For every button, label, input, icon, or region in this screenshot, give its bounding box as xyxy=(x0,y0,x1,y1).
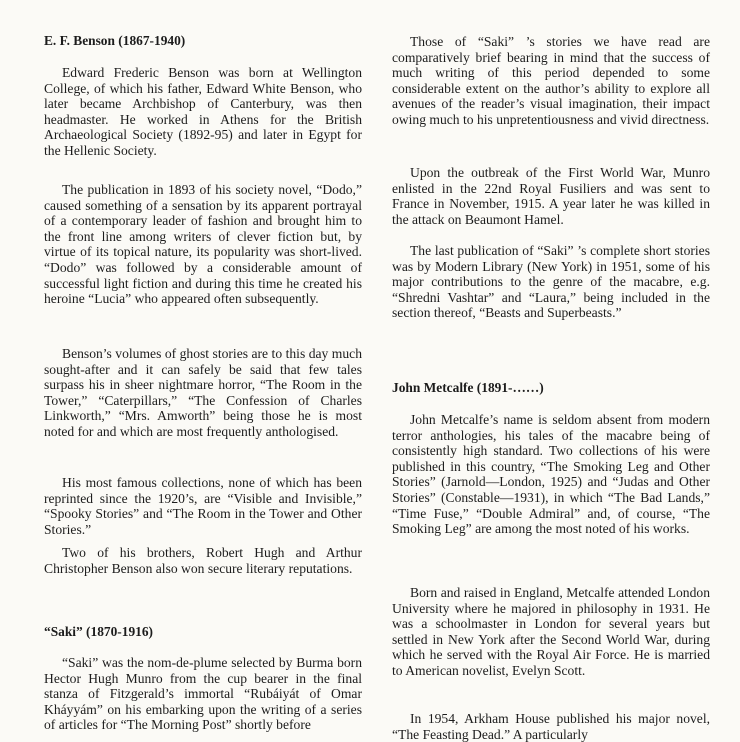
saki-paragraph-1: “Saki” was the nom-de-plume selected by Burma born Hector Hugh Munro from the cup bearer in the final stanza of Fitzgerald’s immortal “Rubáiyát of Omar Kháyyám” on his embarking upon the writing of a series of articles for “The Morning Post” shortly before xyxy=(44,655,362,733)
metcalfe-paragraph-3: In 1954, Arkham House published his major novel, “The Feasting Dead.” A particularly xyxy=(392,711,710,742)
benson-heading: E. F. Benson (1867-1940) xyxy=(44,33,186,48)
saki-paragraph-4: The last publication of “Saki” ’s complete short stories was by Modern Library (New York) in 1951, some of his major contributions to the genre of the macabre, e.g. “Shredni Vashtar” and “Laura,” being included in the section thereof, “Beasts and Superbeasts.” xyxy=(392,243,710,321)
metcalfe-paragraph-1: John Metcalfe’s name is seldom absent from modern terror anthologies, his tales of the macabre being of consistently high standard. Two collections of his were published in this country, “The Smoking Leg and Other Stories” (Jarnold—London, 1925) and “Judas and Other Stories” (Constable—1931), in which “The Bad Lands,” “Time Fuse,” “Double Admiral” and, of course, “The Smoking Leg” are among the most noted of his works. xyxy=(392,412,710,537)
benson-paragraph-5: Two of his brothers, Robert Hugh and Arthur Christopher Benson also won secure literary reputations. xyxy=(44,545,362,576)
saki-paragraph-2: Those of “Saki” ’s stories we have read are comparatively brief bearing in mind that the success of much writing of this period depended to some considerable extent on the author’s ability to explore all avenues of the reader’s visual imagination, their impact owing much to his unpretentiousness and vivid directness. xyxy=(392,34,710,127)
saki-heading: “Saki” (1870-1916) xyxy=(44,624,153,639)
saki-paragraph-3: Upon the outbreak of the First World War, Munro enlisted in the 22nd Royal Fusiliers and was sent to France in November, 1915. A year later he was killed in the attack on Beaumont Hamel. xyxy=(392,165,710,227)
benson-paragraph-2: The publication in 1893 of his society novel, “Dodo,” caused something of a sensation by its apparent portrayal of a contemporary leader of fashion and brought him to the front line among writers of clever fiction but, by virtue of its topical nature, its popularity was short-lived. “Dodo” was followed by a considerable amount of successful light fiction and during this time he created his heroine “Lucia” who appeared often subsequently. xyxy=(44,182,362,307)
benson-paragraph-4: His most famous collections, none of which has been reprinted since the 1920’s, are “Visible and Invisible,” “Spooky Stories” and “The Room in the Tower and Other Stories.” xyxy=(44,475,362,537)
benson-paragraph-3: Benson’s volumes of ghost stories are to this day much sought-after and it can safely be said that few tales surpass his in sheer nightmare horror, “The Room in the Tower,” “Caterpillars,” “The Confession of Charles Linkworth,” “Mrs. Amworth” being those he is most noted for and which are most frequently anthologised. xyxy=(44,346,362,439)
metcalfe-paragraph-2: Born and raised in England, Metcalfe attended London University where he majored in philosophy in 1931. He was a schoolmaster in London for several years but settled in New York after the Second World War, during which he served with the Royal Air Force. He is married to American novelist, Evelyn Scott. xyxy=(392,585,710,678)
metcalfe-heading: John Metcalfe (1891-……) xyxy=(392,380,544,395)
benson-paragraph-1: Edward Frederic Benson was born at Wellington College, of which his father, Edward White Benson, who later became Archbishop of Canterbury, was then headmaster. He worked in Athens for the British Archaeological Society (1892-95) and later in Egypt for the Hellenic Society. xyxy=(44,65,362,158)
